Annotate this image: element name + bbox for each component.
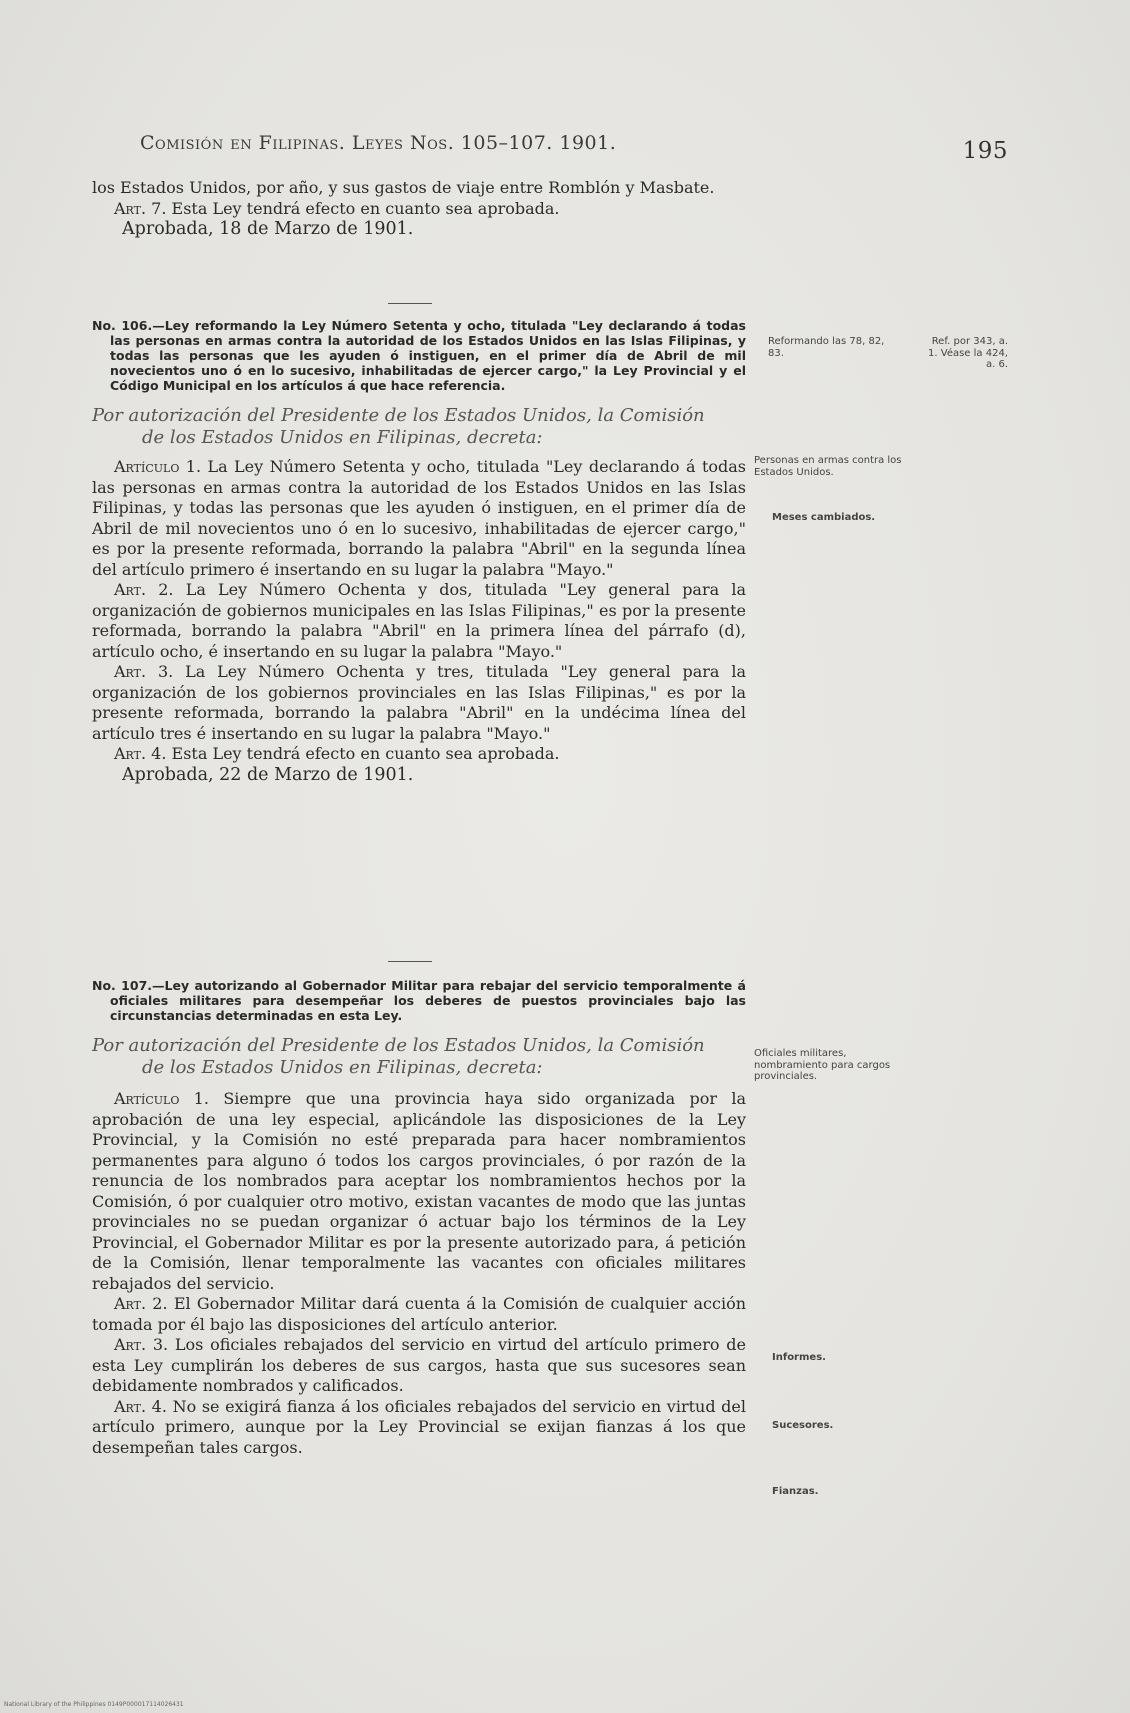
approved-date-106: Aprobada, 22 de Marzo de 1901. <box>122 764 414 785</box>
note-persons: Personas en armas contra los Estados Unidos. <box>754 455 902 478</box>
law-107-section <box>92 978 746 1458</box>
carryover-text: los Estados Unidos, por año, y sus gastos de viaje entre Romblón y Masbate. <box>92 178 715 197</box>
law-106-section <box>92 318 746 785</box>
note-ref: Ref. por 343, a. 1. Véase la 424, a. 6. <box>928 336 1008 370</box>
art7-text: Esta Ley tendrá efecto en cuanto sea aprobada. <box>171 198 560 218</box>
law-106-decree-line1: Por autorización del Presidente de los Estados Unidos, la Comisión <box>92 405 705 426</box>
scan-source-label: National Library of the Philippines 0149P000017114026431 <box>4 1701 184 1708</box>
carryover-section <box>92 178 746 240</box>
law-106-number: No. 106. <box>92 318 153 333</box>
law-106-art3 <box>92 662 746 744</box>
law-106-art4-text: Esta Ley tendrá efecto en cuanto sea aprobada. <box>171 744 560 763</box>
law-106-title-text: —Ley reformando la Ley Número Setenta y ocho, titulada "Ley declarando á todas las personas en armas contra la autoridad de los Estados Unidos en las Islas Filipinas, y todas las personas que les ayuden ó instiguen, en el primer día de Abril de mil novecientos uno ó en lo sucesivo, inhabilitadas de ejercer cargo," la Ley Provincial y el Código Municipal en los artículos á que hace referencia. <box>110 318 746 393</box>
law-107-decree-line1: Por autorización del Presidente de los Estados Unidos, la Comisión <box>92 1035 705 1056</box>
law-106-art3-label: Art. 3. <box>114 662 174 681</box>
note-months: Meses cambiados. <box>772 512 876 523</box>
law-107-art4-label: Art. 4. <box>114 1396 167 1416</box>
running-title: Comisión en Filipinas. Leyes Nos. 105–107. 1901. <box>140 132 617 154</box>
law-106-art4-label: Art. 4. <box>114 744 167 763</box>
law-107-decree-line2: de los Estados Unidos en Filipinas, decreta: <box>142 1057 543 1078</box>
law-107-art1-text: Siempre que una provincia haya sido organizada por la aprobación de una ley especial, aplicándole las disposiciones de la Ley Provincial, y la Comisión no esté preparada para hacer nombramientos permanentes para alguno ó todos los cargos provinciales, ó por razón de la renuncia de los nombrados para aceptar los nombramientos hechos por la Comisión, ó por cualquier otro motivo, existan vacantes de modo que las juntas provinciales no se puedan organizar ó actuar bajo los términos de la Ley Provincial, el Gobernador Militar es por la presente autorizado para, á petición de la Comisión, llenar temporalmente las vacantes con oficiales militares rebajados del servicio. <box>92 1089 746 1293</box>
law-106-art1-label: Artículo 1. <box>114 457 202 476</box>
law-107-title-text: —Ley autorizando al Gobernador Militar para rebajar del servicio temporalmente á oficiales militares para desempeñar los deberes de puestos provinciales bajo las circunstancias determinadas en esta Ley. <box>110 978 746 1023</box>
law-107-art2-text: El Gobernador Militar dará cuenta á la Comisión de cualquier acción tomada por él bajo las disposiciones del artículo anterior. <box>92 1294 747 1334</box>
note-reports: Informes. <box>772 1352 826 1363</box>
law-107-art1 <box>92 1089 746 1294</box>
law-106-art4 <box>92 744 746 765</box>
approved-date-105: Aprobada, 18 de Marzo de 1901. <box>122 219 414 239</box>
note-bonds: Fianzas. <box>772 1486 819 1497</box>
law-107-art4 <box>92 1397 746 1459</box>
law-106-art2 <box>92 580 746 662</box>
law-107-art3-text: Los oficiales rebajados del servicio en virtud del artículo primero de esta Ley cumplirán los deberes de sus cargos, hasta que sus sucesores sean debidamente nombrados y calificados. <box>92 1335 746 1395</box>
section-divider-2 <box>388 961 432 962</box>
law-106-title <box>92 318 746 393</box>
law-106-art2-label: Art. 2. <box>114 580 174 599</box>
law-107-art2 <box>92 1294 746 1335</box>
page-number: 195 <box>962 138 1008 164</box>
running-header <box>140 132 1020 164</box>
law-106-art1-text: La Ley Número Setenta y ocho, titulada "Ley declarando á todas las personas en armas contra la autoridad de los Estados Unidos en las Islas Filipinas, y todas las personas que les ayuden ó instiguen, en el primer día de Abril de mil novecientos uno ó en lo sucesivo, inhabilitadas de ejercer cargo," es por la presente reformada, borrando la palabra "Abril" en la segunda línea del artículo primero é insertando en su lugar la palabra "Mayo." <box>92 457 747 579</box>
law-106-art3-text: La Ley Número Ochenta y tres, titulada "Ley general para la organización de los gobiernos provinciales en las Islas Filipinas," es por la presente reformada, borrando la palabra "Abril" en la undécima línea del artículo tres é insertando en su lugar la palabra "Mayo." <box>92 662 746 743</box>
note-officials: Oficiales militares, nombramiento para cargos provinciales. <box>754 1048 891 1082</box>
art7-label: Art. 7. <box>114 198 167 218</box>
law-107-art4-text: No se exigirá fianza á los oficiales rebajados del servicio en virtud del artículo primero, aunque por la Ley Provincial se exijan fianzas á los que desempeñan tales cargos. <box>92 1396 747 1457</box>
law-107-art1-label: Artículo 1. <box>114 1089 209 1108</box>
law-106-art2-text: La Ley Número Ochenta y dos, titulada "Ley general para la organización de gobiernos municipales en las Islas Filipinas," es por la presente reformada, borrando la palabra "Abril" en la primera línea del párrafo (d), artículo ocho, é insertando en su lugar la palabra "Mayo." <box>92 580 746 661</box>
law-107-art3 <box>92 1335 746 1397</box>
law-107-art2-label: Art. 2. <box>114 1294 168 1313</box>
note-reforming: Reformando las 78, 82, 83. <box>768 336 885 359</box>
section-divider <box>388 303 432 304</box>
note-successors: Sucesores. <box>772 1420 834 1431</box>
law-107-decree <box>92 1035 746 1079</box>
law-107-number: No. 107. <box>92 978 153 993</box>
law-106-decree <box>92 405 746 449</box>
art7-paragraph <box>92 199 746 220</box>
law-107-title <box>92 978 746 1023</box>
law-106-art1 <box>92 457 746 580</box>
law-107-art3-label: Art. 3. <box>114 1335 169 1354</box>
law-106-decree-line2: de los Estados Unidos en Filipinas, decreta: <box>142 427 543 448</box>
